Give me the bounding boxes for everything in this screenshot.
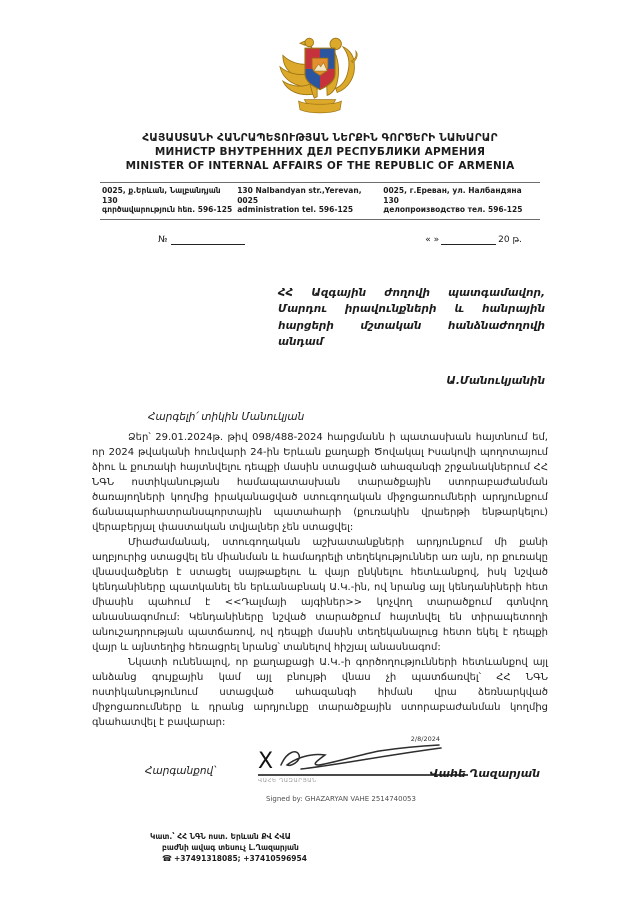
executor-phones: +37491318085; +37410596954 <box>173 854 307 863</box>
addressee-name: Ա.Մանուկյանին <box>446 374 545 387</box>
contact-address-hy: 0025, ք.Երևան, Նալբանդյան 130 <box>102 186 221 205</box>
paragraph-2: Միաժամանակ, ստուգողական աշխատանքների արդյունքում մի քանի աղբյուրից ստացվել են միանման և համադրելի տեղեկություններ առ այն, որ քուռակը վնասվածքներ է ստացել սայթաքելու և վայր ընկնելու հետևանքով, իսկ նշված կենդանիները պատկանել են երևանաբնակ Ա.Կ.-ին, ով նրանց այլ կենդանիների հետ միասին պահում է <<Դալմայի այգիներ>> կոչվող տարածքում գտնվող անասնագոմում: Կենդանիները նշված տարածքում հայտնվել են տիրապետողի անուշադրության պատճառով, ով դեպքի մասին տեղեկանալուց հետո եկել է դեպքի վայր և այնտեղից հեռացրել նրանց՝ տանելով հիշյալ անասնագոմ: <box>92 536 548 653</box>
executor-line-2: բաժնի ավագ տեսուչ Լ.Ղազարյան <box>162 843 299 852</box>
contact-column-armenian <box>102 186 237 215</box>
paragraph-3: Նկատի ունենալով, որ քաղաքացի Ա.Կ.-ի գործողությունների հետևանքով այլ անձանց գույքային կամ այլ բնույթի վնաս չի պատճառվել՝ ՀՀ ՆԳՆ ոստիկանությունում ստացված ահազանգի հիման վրա ձեռնարկված միջոցառումները և դրանց արդյունքը տարածքային ստորաբաժանման կողմից գնահատվել է բավարար: <box>92 656 548 728</box>
x-mark: X <box>258 749 274 774</box>
number-blank <box>171 235 245 245</box>
contact-phone-hy: գործավարություն հեռ. 596-125 <box>102 205 233 214</box>
date-quotes: « » <box>425 234 440 245</box>
reference-number-group <box>158 235 245 245</box>
signature-area <box>0 735 640 827</box>
title-armenian: ՀԱՅԱՍՏԱՆԻ ՀԱՆՐԱՊԵՏՈՒԹՅԱՆ ՆԵՐՔԻՆ ԳՈՐԾԵՐԻ ՆԱԽԱՐԱՐ <box>142 132 498 144</box>
contact-address-ru: 0025, г.Ереван, ул. Налбандяна 130 <box>383 186 522 205</box>
letter-body <box>92 430 548 730</box>
contact-phone-en: administration tel. 596-125 <box>237 205 354 214</box>
coat-of-arms-wrap <box>0 25 640 121</box>
contact-strip <box>100 182 540 220</box>
executor-line-1: Կատ.՝ ՀՀ ՆԳՆ ոստ. Երևան ՔՎ ՀՎԱ <box>150 832 291 841</box>
digital-signature-note: Signed by: GHAZARYAN VAHE 2514740053 <box>266 795 416 803</box>
reference-date-group <box>425 235 522 245</box>
contact-phone-ru: делопроизводство тел. 596-125 <box>383 205 523 214</box>
contact-address-en: 130 Nalbandyan str.,Yerevan, 0025 <box>237 186 362 205</box>
contact-column-english <box>237 186 383 215</box>
title-english: MINISTER OF INTERNAL AFFAIRS OF THE REPUBLIC OF ARMENIA <box>125 160 515 172</box>
letterhead-titles <box>0 131 640 173</box>
closing-phrase: Հարգանքով՝ <box>145 765 216 777</box>
date-blank <box>441 235 496 245</box>
salutation: Հարգելի՛ տիկին Մանուկյան <box>148 410 305 423</box>
addressee-position: ՀՀ Ազգային ժողովի պատգամավոր, Մարդու իրավունքների և հանրային հարցերի մշտական հանձնաժողովի անդամ <box>278 286 545 348</box>
executor-footer <box>150 831 307 864</box>
signer-name-caps: ՎԱՀԵ ՂԱԶԱՐՅԱՆ <box>258 778 317 784</box>
contact-column-russian <box>383 186 538 215</box>
paragraph-1: Ձեր՝ 29.01.2024թ. թիվ 098/488-2024 հարցմանն ի պատասխան հայտնում եմ, որ 2024 թվականի հունվարի 24-ին Երևան քաղաքի Ծովակալ Իսակովի պողոտայում ձիու և քուռակի հայտնվելու դեպքի մասին ստացված ահազանգի շրջանակներում ՀՀ ՆԳՆ ոստիկանության համապատասխան տարածքային ստորաբաժանման ծառայողների կողմից իրականացված ստուգողական միջոցառումների արդյունքում ճանապարհատրանսպորտային պատահարի (քուռակին վրաերթի ենթարկելու) վերաբերյալ փաստական տվյալներ չեն ստացվել: <box>92 431 548 533</box>
date-year-suffix: թ. <box>512 234 522 245</box>
executor-line-3 <box>162 853 307 864</box>
handwritten-signature-icon <box>275 743 445 773</box>
armenia-coat-of-arms-icon <box>270 25 370 120</box>
title-russian: МИНИСТР ВНУТРЕННИХ ДЕЛ РЕСПУБЛИКИ АРМЕНИЯ <box>154 146 486 158</box>
phone-icon: ☎ <box>162 854 172 863</box>
number-label: № <box>158 234 168 245</box>
date-year: 20 <box>498 234 510 245</box>
signature-date: 2/8/2024 <box>410 735 440 743</box>
minister-name: Վահե Ղազարյան <box>429 767 540 780</box>
reference-row <box>158 235 522 245</box>
